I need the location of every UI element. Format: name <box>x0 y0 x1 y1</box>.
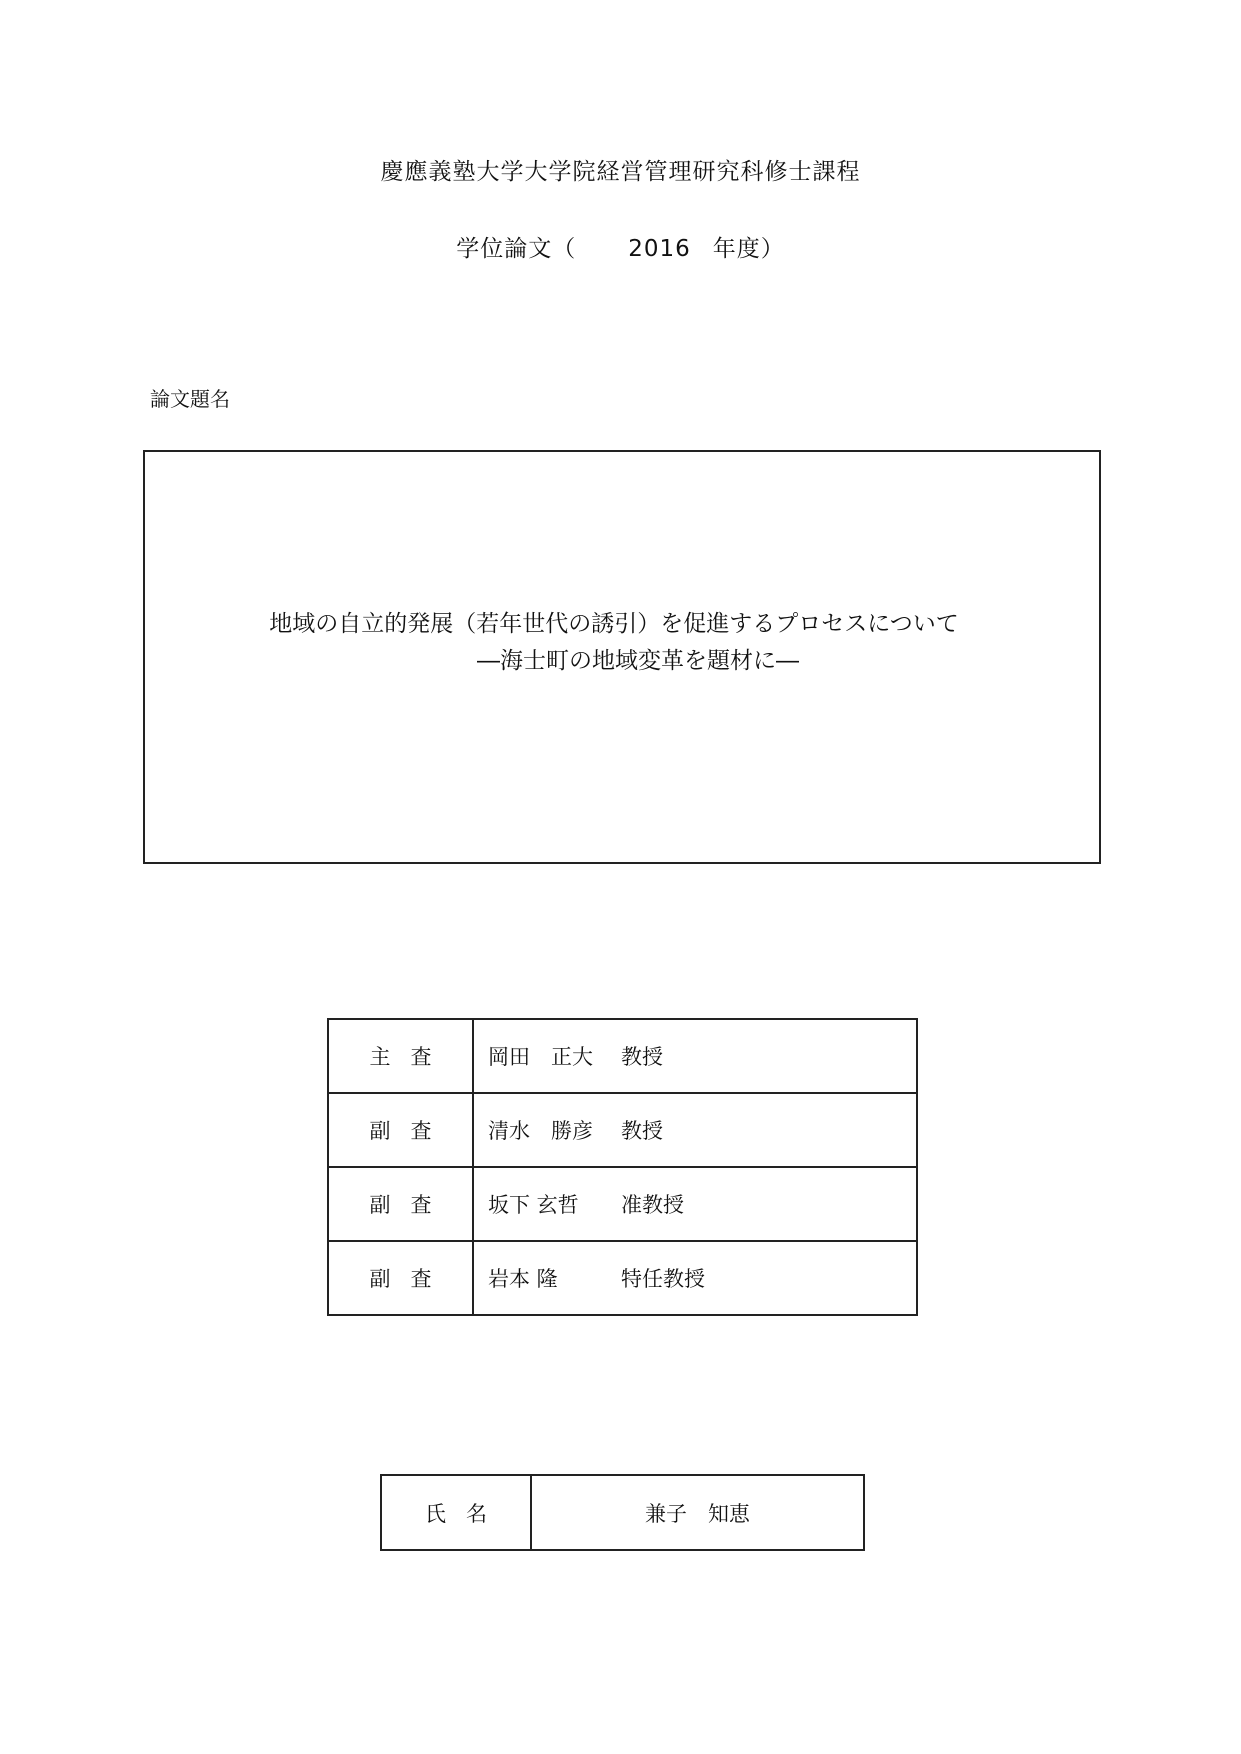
table-row <box>328 1241 917 1315</box>
student-label: 氏名 <box>381 1475 531 1550</box>
student-name: 兼子 知恵 <box>531 1475 864 1550</box>
thesis-title-label: 論文題名 <box>150 387 230 411</box>
table-row <box>328 1019 917 1093</box>
table-row <box>328 1093 917 1167</box>
examiner-rank: 特任教授 <box>621 1267 705 1291</box>
degree-year-heading <box>0 230 1241 263</box>
thesis-title-box <box>143 450 1101 864</box>
degree-prefix: 学位論文（ <box>456 236 577 262</box>
examiner-cell <box>473 1167 917 1241</box>
examiner-rank: 教授 <box>621 1045 663 1069</box>
examiner-role: 主査 <box>328 1019 473 1093</box>
examiner-rank: 准教授 <box>621 1193 684 1217</box>
examiner-role: 副査 <box>328 1167 473 1241</box>
examiner-name: 坂下 玄哲 <box>488 1193 579 1217</box>
table-row <box>328 1167 917 1241</box>
thesis-subtitle: ―海士町の地域変革を題材に― <box>477 648 799 674</box>
examiners-table <box>327 1018 918 1316</box>
table-row <box>381 1475 864 1550</box>
degree-suffix: 年度） <box>712 236 785 262</box>
examiner-rank: 教授 <box>621 1119 663 1143</box>
university-program-heading: 慶應義塾大学大学院経営管理研究科修士課程 <box>380 159 861 185</box>
examiner-role: 副査 <box>328 1093 473 1167</box>
student-table <box>380 1474 865 1551</box>
degree-year: 2016 <box>628 236 691 262</box>
examiner-cell <box>473 1241 917 1315</box>
examiner-cell <box>473 1019 917 1093</box>
examiner-name: 岩本 隆 <box>488 1267 558 1291</box>
examiner-name: 清水 勝彦 <box>488 1119 593 1143</box>
examiner-cell <box>473 1093 917 1167</box>
examiner-role: 副査 <box>328 1241 473 1315</box>
examiner-name: 岡田 正大 <box>488 1045 593 1069</box>
thesis-main-title: 地域の自立的発展（若年世代の誘引）を促進するプロセスについて <box>269 611 959 637</box>
